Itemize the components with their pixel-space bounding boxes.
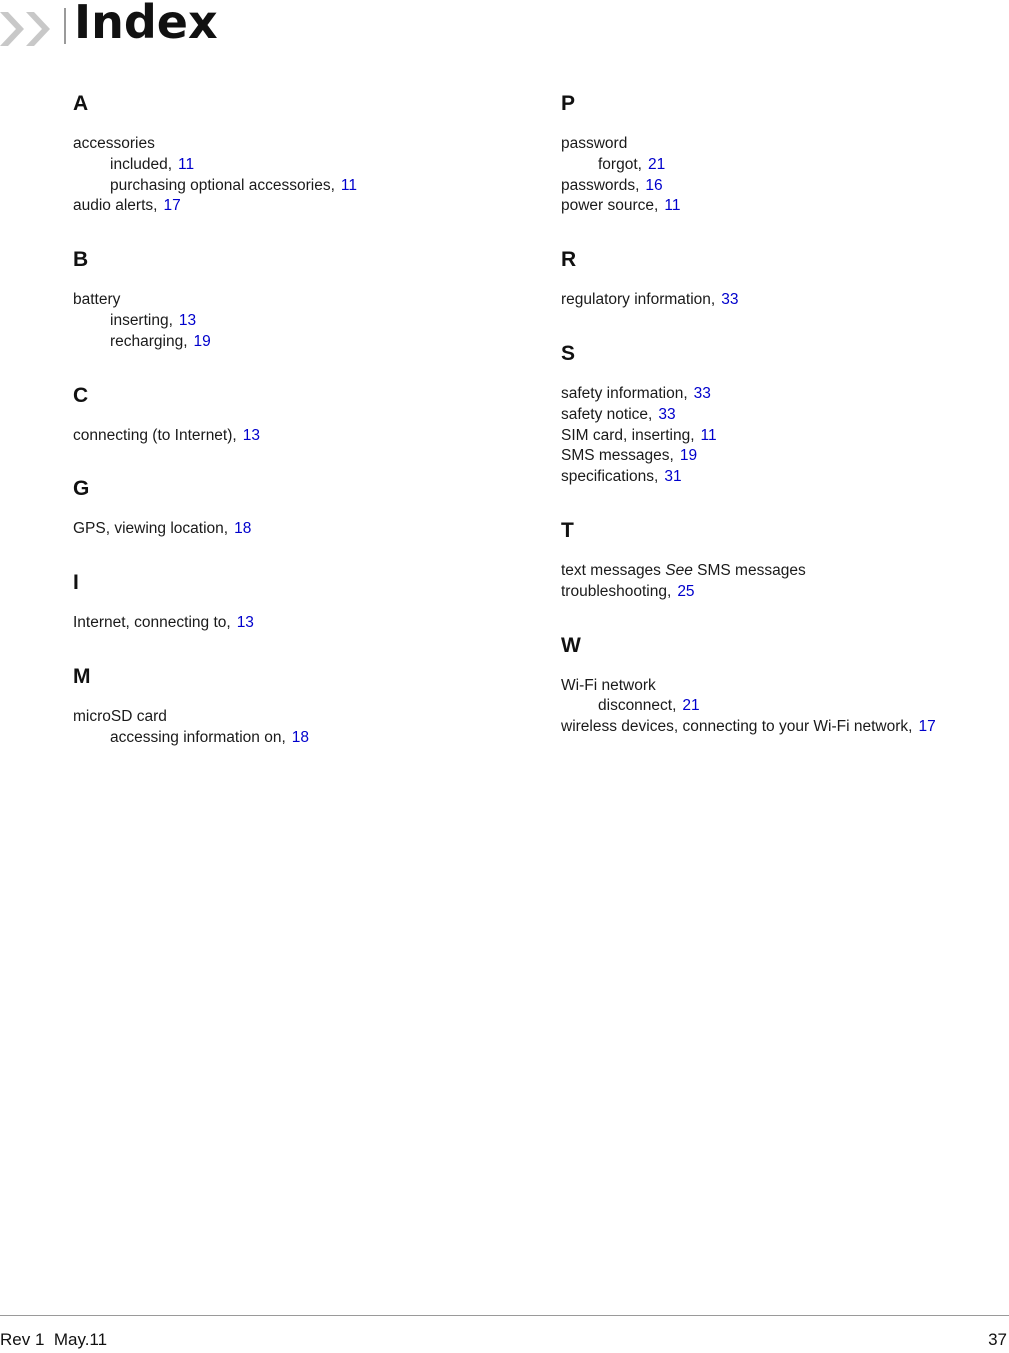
index-entry — [73, 196, 493, 217]
index-entry — [73, 519, 493, 540]
index-section-s — [561, 338, 1001, 488]
index-entry — [73, 707, 493, 728]
page-link[interactable]: 11 — [664, 197, 681, 215]
page-link[interactable]: 33 — [693, 384, 711, 402]
page-link[interactable]: 18 — [291, 728, 310, 746]
entry-term: Internet, connecting to, — [73, 614, 231, 632]
index-entry — [73, 134, 493, 155]
entry-term: included, — [110, 155, 173, 173]
entry-term: safety notice, — [561, 405, 653, 423]
entry-term: audio alerts, — [73, 197, 158, 215]
section-letter: W — [561, 633, 581, 657]
page-link[interactable]: 16 — [645, 176, 663, 194]
page-link[interactable]: 13 — [178, 311, 197, 329]
page-link[interactable]: 31 — [664, 468, 682, 486]
entry-term: SMS messages, — [561, 447, 674, 465]
entry-term: power source, — [561, 197, 659, 215]
page-link[interactable]: 33 — [658, 405, 676, 423]
page-link[interactable]: 19 — [193, 332, 211, 350]
entry-term: SIM card, inserting, — [561, 426, 695, 444]
see-reference: See — [665, 561, 693, 579]
page-link[interactable]: 11 — [340, 176, 357, 194]
section-letter: I — [73, 571, 79, 595]
footer-divider — [0, 1315, 1009, 1316]
section-letter: S — [561, 341, 576, 365]
entry-term: forgot, — [598, 155, 642, 173]
entry-term: battery — [73, 291, 121, 309]
section-letter: G — [73, 477, 90, 501]
section-letter: M — [73, 664, 91, 688]
index-section-r — [561, 244, 1001, 311]
index-entry — [561, 582, 1001, 603]
index-column-left — [73, 88, 493, 776]
index-subentry — [73, 728, 493, 749]
page-link[interactable]: 11 — [700, 426, 717, 444]
entry-term: passwords, — [561, 176, 640, 194]
entry-term: troubleshooting, — [561, 582, 672, 600]
page-link[interactable]: 11 — [178, 155, 195, 173]
page-number: 37 — [988, 1330, 1007, 1349]
entry-term: disconnect, — [598, 697, 677, 715]
section-letter: R — [561, 248, 577, 272]
entry-term: microSD card — [73, 707, 167, 725]
entry-term: wireless devices, connecting to your Wi-Fi network, — [561, 718, 913, 736]
index-entry — [561, 196, 1001, 217]
index-section-g — [73, 473, 493, 540]
page-link[interactable]: 17 — [163, 197, 181, 215]
index-subentry — [73, 332, 493, 353]
entry-term: regulatory information, — [561, 291, 716, 309]
entry-term: recharging, — [110, 332, 188, 350]
index-entry — [561, 426, 1001, 447]
page-link[interactable]: 13 — [242, 426, 260, 444]
entry-term: accessing information on, — [110, 728, 286, 746]
index-entry — [561, 176, 1001, 197]
page-link[interactable]: 18 — [234, 520, 252, 538]
index-entry — [561, 384, 1001, 405]
entry-term: password — [561, 135, 628, 152]
index-section-m — [73, 661, 493, 749]
index-subentry — [73, 311, 493, 332]
index-entry — [561, 676, 1001, 697]
index-column-right — [561, 88, 1001, 765]
index-section-i — [73, 567, 493, 634]
entry-term: purchasing optional accessories, — [110, 176, 335, 194]
page-link[interactable]: 19 — [679, 447, 698, 465]
index-subentry — [561, 696, 1001, 717]
index-entry — [73, 290, 493, 311]
see-target: SMS messages — [697, 561, 806, 579]
index-subentry — [73, 176, 493, 197]
page-link[interactable]: 33 — [721, 291, 739, 309]
index-section-w — [561, 630, 1001, 738]
page-link[interactable]: 21 — [647, 155, 666, 173]
page-link[interactable]: 13 — [236, 614, 254, 632]
entry-term: inserting, — [110, 311, 173, 329]
index-section-a — [73, 88, 493, 217]
index-subentry — [73, 155, 493, 176]
page-link[interactable]: 17 — [918, 718, 936, 736]
index-subentry — [561, 155, 1001, 176]
double-chevron-right-icon — [0, 12, 58, 46]
index-entry — [561, 134, 1001, 155]
footer-revision: Rev 1 May.11 — [0, 1330, 108, 1349]
entry-term: safety information, — [561, 384, 688, 402]
index-entry — [561, 290, 1001, 311]
entry-term: specifications, — [561, 468, 659, 486]
title-divider — [64, 8, 66, 44]
index-section-b — [73, 244, 493, 352]
index-entry — [73, 426, 493, 447]
index-entry — [73, 613, 493, 634]
entry-term: Wi-Fi network — [561, 676, 656, 694]
index-entry — [561, 446, 1001, 467]
index-entry — [561, 561, 1001, 582]
index-entry — [561, 405, 1001, 426]
page-link[interactable]: 21 — [682, 697, 700, 715]
section-letter: A — [73, 92, 89, 115]
section-letter: C — [73, 383, 89, 407]
page-link[interactable]: 25 — [677, 582, 695, 600]
page-title: Index — [74, 0, 218, 49]
section-letter: T — [561, 518, 574, 542]
index-entry — [561, 467, 1001, 488]
index-section-c — [73, 380, 493, 447]
entry-term: connecting (to Internet), — [73, 426, 237, 444]
page-header — [0, 0, 400, 48]
index-section-p — [561, 88, 1001, 217]
section-letter: B — [73, 248, 89, 272]
section-letter: P — [561, 92, 576, 115]
entry-term: GPS, viewing location, — [73, 520, 229, 538]
index-entry — [561, 717, 1001, 738]
index-section-t — [561, 515, 1001, 603]
entry-term: text messages — [561, 561, 661, 579]
entry-term: accessories — [73, 135, 155, 152]
